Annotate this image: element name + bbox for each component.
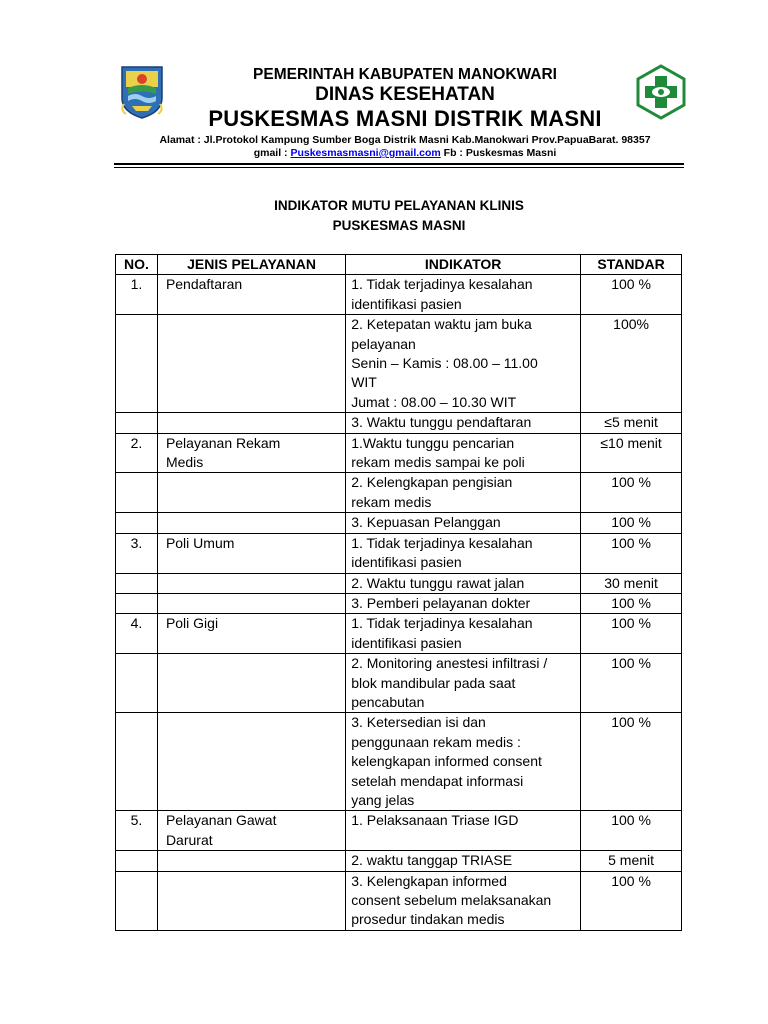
indikator-line: yang jelas	[351, 791, 415, 808]
cell-no: 1.	[116, 275, 158, 315]
cell-jenis	[157, 315, 345, 413]
table-row	[116, 513, 682, 533]
cell-jenis	[157, 811, 345, 851]
cell-indikator	[346, 315, 581, 413]
cell-indikator	[346, 513, 581, 533]
indikator-line: 1. Tidak terjadinya kesalahan	[351, 534, 533, 551]
cell-indikator	[346, 533, 581, 573]
cell-no	[116, 713, 158, 811]
indikator-line: 2. Kelengkapan pengisian	[351, 474, 513, 491]
indikator-line: 1.Waktu tunggu pencarian	[351, 434, 515, 451]
title-line-1: INDIKATOR MUTU PELAYANAN KLINIS	[274, 198, 524, 213]
cell-indikator	[346, 614, 581, 654]
email-link[interactable]: Puskesmasmasni@gmail.com	[290, 147, 441, 159]
cell-jenis	[157, 533, 345, 573]
institution-name: PUSKESMAS MASNI DISTRIK MASNI	[208, 106, 602, 131]
indikator-line: 3. Kelengkapan informed	[351, 872, 507, 889]
cell-standar: 100 %	[581, 473, 682, 513]
indikator-line: rekam medis sampai ke poli	[351, 454, 525, 471]
address-line: Alamat : Jl.Protokol Kampung Sumber Boga Distrik Masni Kab.Manokwari Prov.PapuaBarat. 98357	[159, 134, 651, 146]
cell-standar: 5 menit	[581, 851, 682, 871]
cell-no: 2.	[116, 433, 158, 473]
cell-no	[116, 871, 158, 930]
cell-no: 4.	[116, 614, 158, 654]
table-row	[116, 573, 682, 593]
cell-standar: 100 %	[581, 533, 682, 573]
indikator-line: 1. Tidak terjadinya kesalahan	[351, 615, 533, 632]
table-row	[116, 871, 682, 930]
table-row	[116, 654, 682, 713]
contact-line	[110, 147, 700, 160]
indikator-line: 3. Kepuasan Pelanggan	[351, 514, 501, 531]
jenis-line: Pendaftaran	[165, 276, 243, 293]
cell-indikator	[346, 473, 581, 513]
cell-indikator	[346, 433, 581, 473]
cell-no	[116, 413, 158, 433]
jenis-line: Pelayanan Rekam	[165, 434, 281, 451]
header-rule-thick	[114, 163, 684, 165]
indicator-table	[115, 254, 682, 931]
cell-standar: 100 %	[581, 713, 682, 811]
jenis-line: Medis	[165, 454, 204, 471]
cell-jenis	[157, 593, 345, 613]
indikator-line: prosedur tindakan medis	[351, 911, 505, 928]
government-name: PEMERINTAH KABUPATEN MANOKWARI	[253, 66, 557, 83]
cell-indikator	[346, 851, 581, 871]
cell-indikator	[346, 713, 581, 811]
table-row	[116, 533, 682, 573]
indikator-line: pencabutan	[351, 693, 425, 710]
table-header-row	[116, 255, 682, 275]
indikator-line: WIT	[351, 374, 377, 391]
cell-indikator	[346, 573, 581, 593]
cell-standar: 100 %	[581, 275, 682, 315]
cell-no	[116, 513, 158, 533]
cell-jenis	[157, 413, 345, 433]
indikator-line: rekam medis	[351, 493, 432, 510]
cell-standar: 100 %	[581, 614, 682, 654]
table-row	[116, 315, 682, 413]
cell-no: 3.	[116, 533, 158, 573]
cell-no	[116, 654, 158, 713]
cell-indikator	[346, 811, 581, 851]
indikator-line: penggunaan rekam medis :	[351, 733, 521, 750]
indikator-line: 2. Ketepatan waktu jam buka	[351, 316, 532, 333]
table-row	[116, 614, 682, 654]
table-body	[116, 275, 682, 930]
jenis-line: Poli Gigi	[165, 615, 219, 632]
cell-jenis	[157, 851, 345, 871]
cell-jenis	[157, 275, 345, 315]
cell-indikator	[346, 593, 581, 613]
header-standar: STANDAR	[581, 255, 682, 275]
table-row	[116, 473, 682, 513]
cell-jenis	[157, 871, 345, 930]
jenis-line: Poli Umum	[165, 534, 235, 551]
indikator-line: identifikasi pasien	[351, 295, 462, 312]
indikator-line: 2. waktu tanggap TRIASE	[351, 852, 513, 869]
indikator-line: Senin – Kamis : 08.00 – 11.00	[351, 355, 538, 372]
indikator-line: identifikasi pasien	[351, 554, 462, 571]
letterhead	[110, 66, 700, 160]
indikator-line: kelengkapan informed consent	[351, 753, 542, 770]
department-name: DINAS KESEHATAN	[315, 84, 495, 105]
cell-jenis	[157, 654, 345, 713]
indikator-line: identifikasi pasien	[351, 634, 462, 651]
cell-standar: 30 menit	[581, 573, 682, 593]
cell-standar: 100 %	[581, 593, 682, 613]
cell-standar: 100 %	[581, 654, 682, 713]
cell-jenis	[157, 573, 345, 593]
cell-no	[116, 473, 158, 513]
cell-jenis	[157, 513, 345, 533]
table-row	[116, 433, 682, 473]
cell-indikator	[346, 413, 581, 433]
indikator-line: blok mandibular pada saat	[351, 674, 516, 691]
cell-jenis	[157, 614, 345, 654]
facebook-label: Fb : Puskesmas Masni	[440, 147, 557, 159]
indikator-line: pelayanan	[351, 335, 416, 352]
table-row	[116, 413, 682, 433]
cell-standar: 100 %	[581, 871, 682, 930]
cell-indikator	[346, 654, 581, 713]
cell-no	[116, 593, 158, 613]
header-jenis: JENIS PELAYANAN	[157, 255, 345, 275]
table-row	[116, 593, 682, 613]
jenis-line: Pelayanan Gawat	[165, 812, 277, 829]
table-row	[116, 851, 682, 871]
indikator-line: 3. Ketersedian isi dan	[351, 714, 486, 731]
indikator-line: 2. Waktu tunggu rawat jalan	[351, 574, 525, 591]
indikator-line: 1. Pelaksanaan Triase IGD	[351, 812, 519, 829]
cell-no	[116, 573, 158, 593]
cell-jenis	[157, 473, 345, 513]
header-no: NO.	[116, 255, 158, 275]
title-line-2: PUSKESMAS MASNI	[332, 218, 466, 233]
header-rule-thin	[114, 167, 684, 168]
cell-standar: 100 %	[581, 811, 682, 851]
cell-standar: ≤5 menit	[581, 413, 682, 433]
cell-standar: 100 %	[581, 513, 682, 533]
indikator-line: 1. Tidak terjadinya kesalahan	[351, 276, 533, 293]
cell-no	[116, 851, 158, 871]
jenis-line: Darurat	[165, 831, 213, 848]
header-indikator: INDIKATOR	[346, 255, 581, 275]
indikator-line: 2. Monitoring anestesi infiltrasi /	[351, 655, 548, 672]
indikator-line: Jumat : 08.00 – 10.30 WIT	[351, 393, 517, 410]
cell-jenis	[157, 433, 345, 473]
cell-jenis	[157, 713, 345, 811]
document-title	[114, 196, 684, 236]
gmail-label: gmail :	[253, 147, 291, 159]
cell-no	[116, 315, 158, 413]
indikator-line: 3. Pemberi pelayanan dokter	[351, 594, 531, 611]
cell-no: 5.	[116, 811, 158, 851]
table-row	[116, 811, 682, 851]
cell-indikator	[346, 871, 581, 930]
indikator-line: 3. Waktu tunggu pendaftaran	[351, 414, 532, 431]
indikator-line: consent sebelum melaksanakan	[351, 892, 552, 908]
cell-standar: ≤10 menit	[581, 433, 682, 473]
cell-indikator	[346, 275, 581, 315]
table-row	[116, 713, 682, 811]
puskesmas-logo-icon	[633, 64, 689, 120]
cell-standar: 100%	[581, 315, 682, 413]
indikator-line: setelah mendapat informasi	[351, 772, 524, 789]
table-row	[116, 275, 682, 315]
